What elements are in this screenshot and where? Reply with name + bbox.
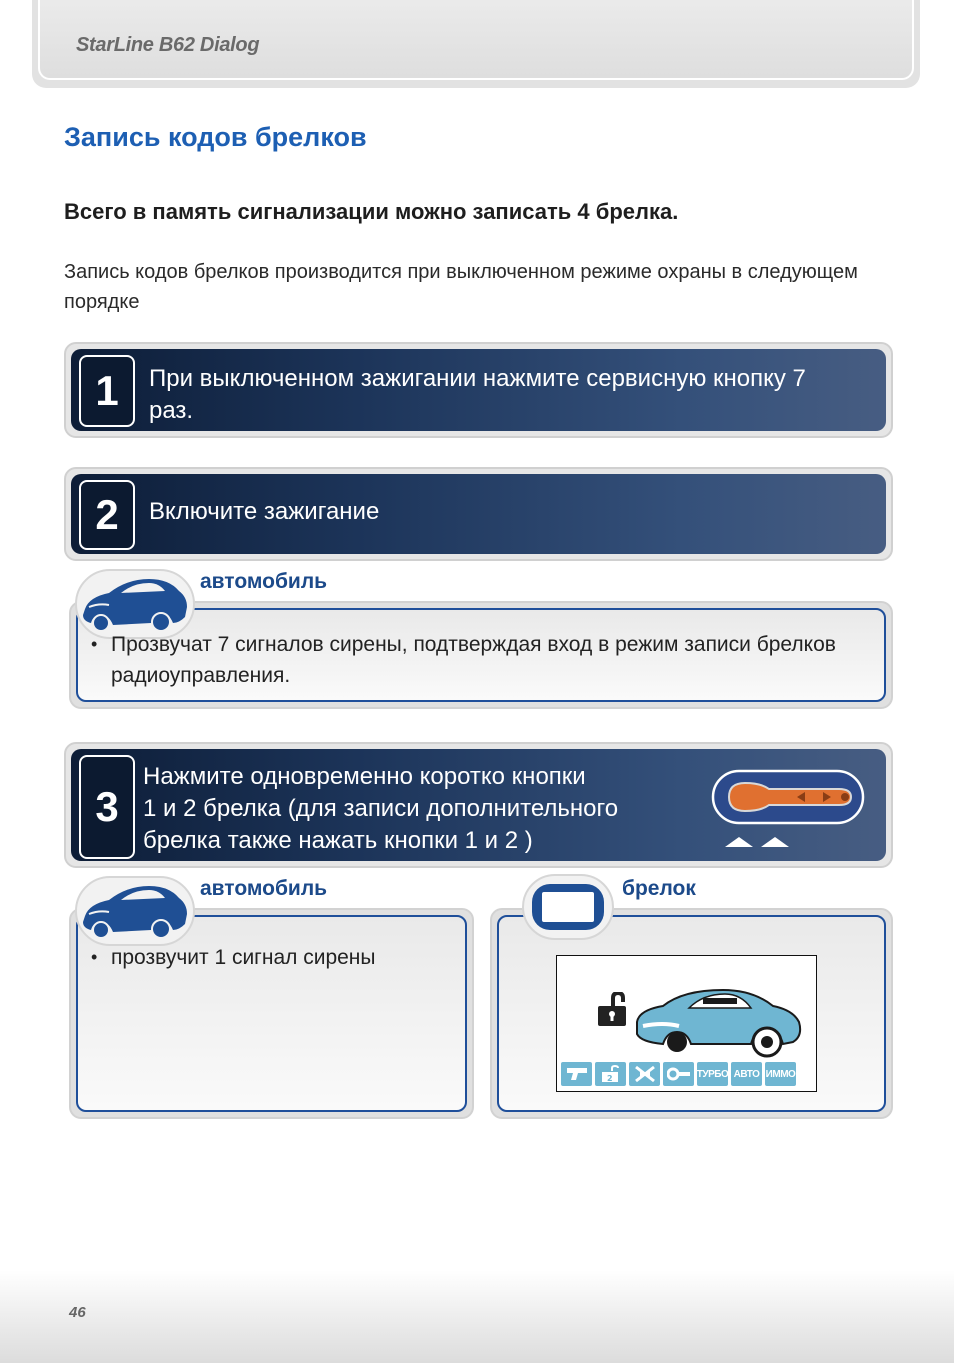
car-lcd-icon xyxy=(633,978,813,1058)
step-3-text-line-3: брелка также нажать кнопки 1 и 2 ) xyxy=(143,827,533,854)
step-3-text-line-1: Нажмите одновременно коротко кнопки xyxy=(143,763,586,790)
step-2-text: Включите зажигание xyxy=(149,498,380,525)
step-1-number: 1 xyxy=(79,355,135,427)
step-3-number: 3 xyxy=(79,755,135,859)
step-3-car-label: автомобиль xyxy=(200,877,328,900)
step-2-bar xyxy=(71,474,886,554)
step-3-bar xyxy=(71,749,886,861)
step-2-number: 2 xyxy=(79,480,135,550)
subtitle: Всего в память сигнализации можно записать 4 брелка. xyxy=(64,199,679,224)
keyfob-display-icon xyxy=(526,878,610,936)
step-3-keyfob-label: брелок xyxy=(622,877,696,900)
step-2-car-bullet: • Прозвучат 7 сигналов сирены, подтверждая вход в режим записи брелков радиоуправления. xyxy=(91,629,871,691)
page-title: Запись кодов брелков xyxy=(64,122,367,152)
unlocked-padlock-icon xyxy=(597,992,629,1028)
auto-icon: АВТО xyxy=(731,1062,762,1086)
lcd-status-icons xyxy=(561,1062,796,1086)
header-frame xyxy=(38,0,914,80)
immo-icon: ИММО xyxy=(765,1062,796,1086)
lock-2-icon xyxy=(595,1062,626,1086)
header-title: StarLine B62 Dialog xyxy=(76,34,260,56)
step-1-bar xyxy=(71,349,886,431)
step-1-text: При выключенном зажигании нажмите сервисную кнопку 7 раз. xyxy=(149,365,806,424)
no-fan-icon xyxy=(629,1062,660,1086)
car-icon xyxy=(79,880,191,942)
step-2-car-label: автомобиль xyxy=(200,570,328,593)
wrench-icon xyxy=(663,1062,694,1086)
step-1 xyxy=(64,342,893,438)
car-bubble-2 xyxy=(75,876,195,946)
svg-text:2: 2 xyxy=(606,1074,612,1083)
turbo-icon: ТУРБО xyxy=(697,1062,728,1086)
page-number: 46 xyxy=(69,1304,86,1321)
keyfob-bubble xyxy=(522,874,614,940)
pistol-icon xyxy=(561,1062,592,1086)
car-icon xyxy=(79,573,191,635)
keyfob-lcd-screen xyxy=(556,955,817,1092)
step-3 xyxy=(64,742,893,868)
step-3-text xyxy=(143,761,703,857)
header-bar xyxy=(32,0,920,88)
step-2 xyxy=(64,467,893,561)
step-3-text-line-2: 1 и 2 брелка (для записи дополнительного xyxy=(143,795,619,822)
step-3-car-bullet: • прозвучит 1 сигнал сирены xyxy=(91,942,451,973)
keyfob-buttons-icon xyxy=(709,767,869,857)
intro-text: Запись кодов брелков производится при выключенном режиме охраны в следующем порядке xyxy=(64,261,858,313)
